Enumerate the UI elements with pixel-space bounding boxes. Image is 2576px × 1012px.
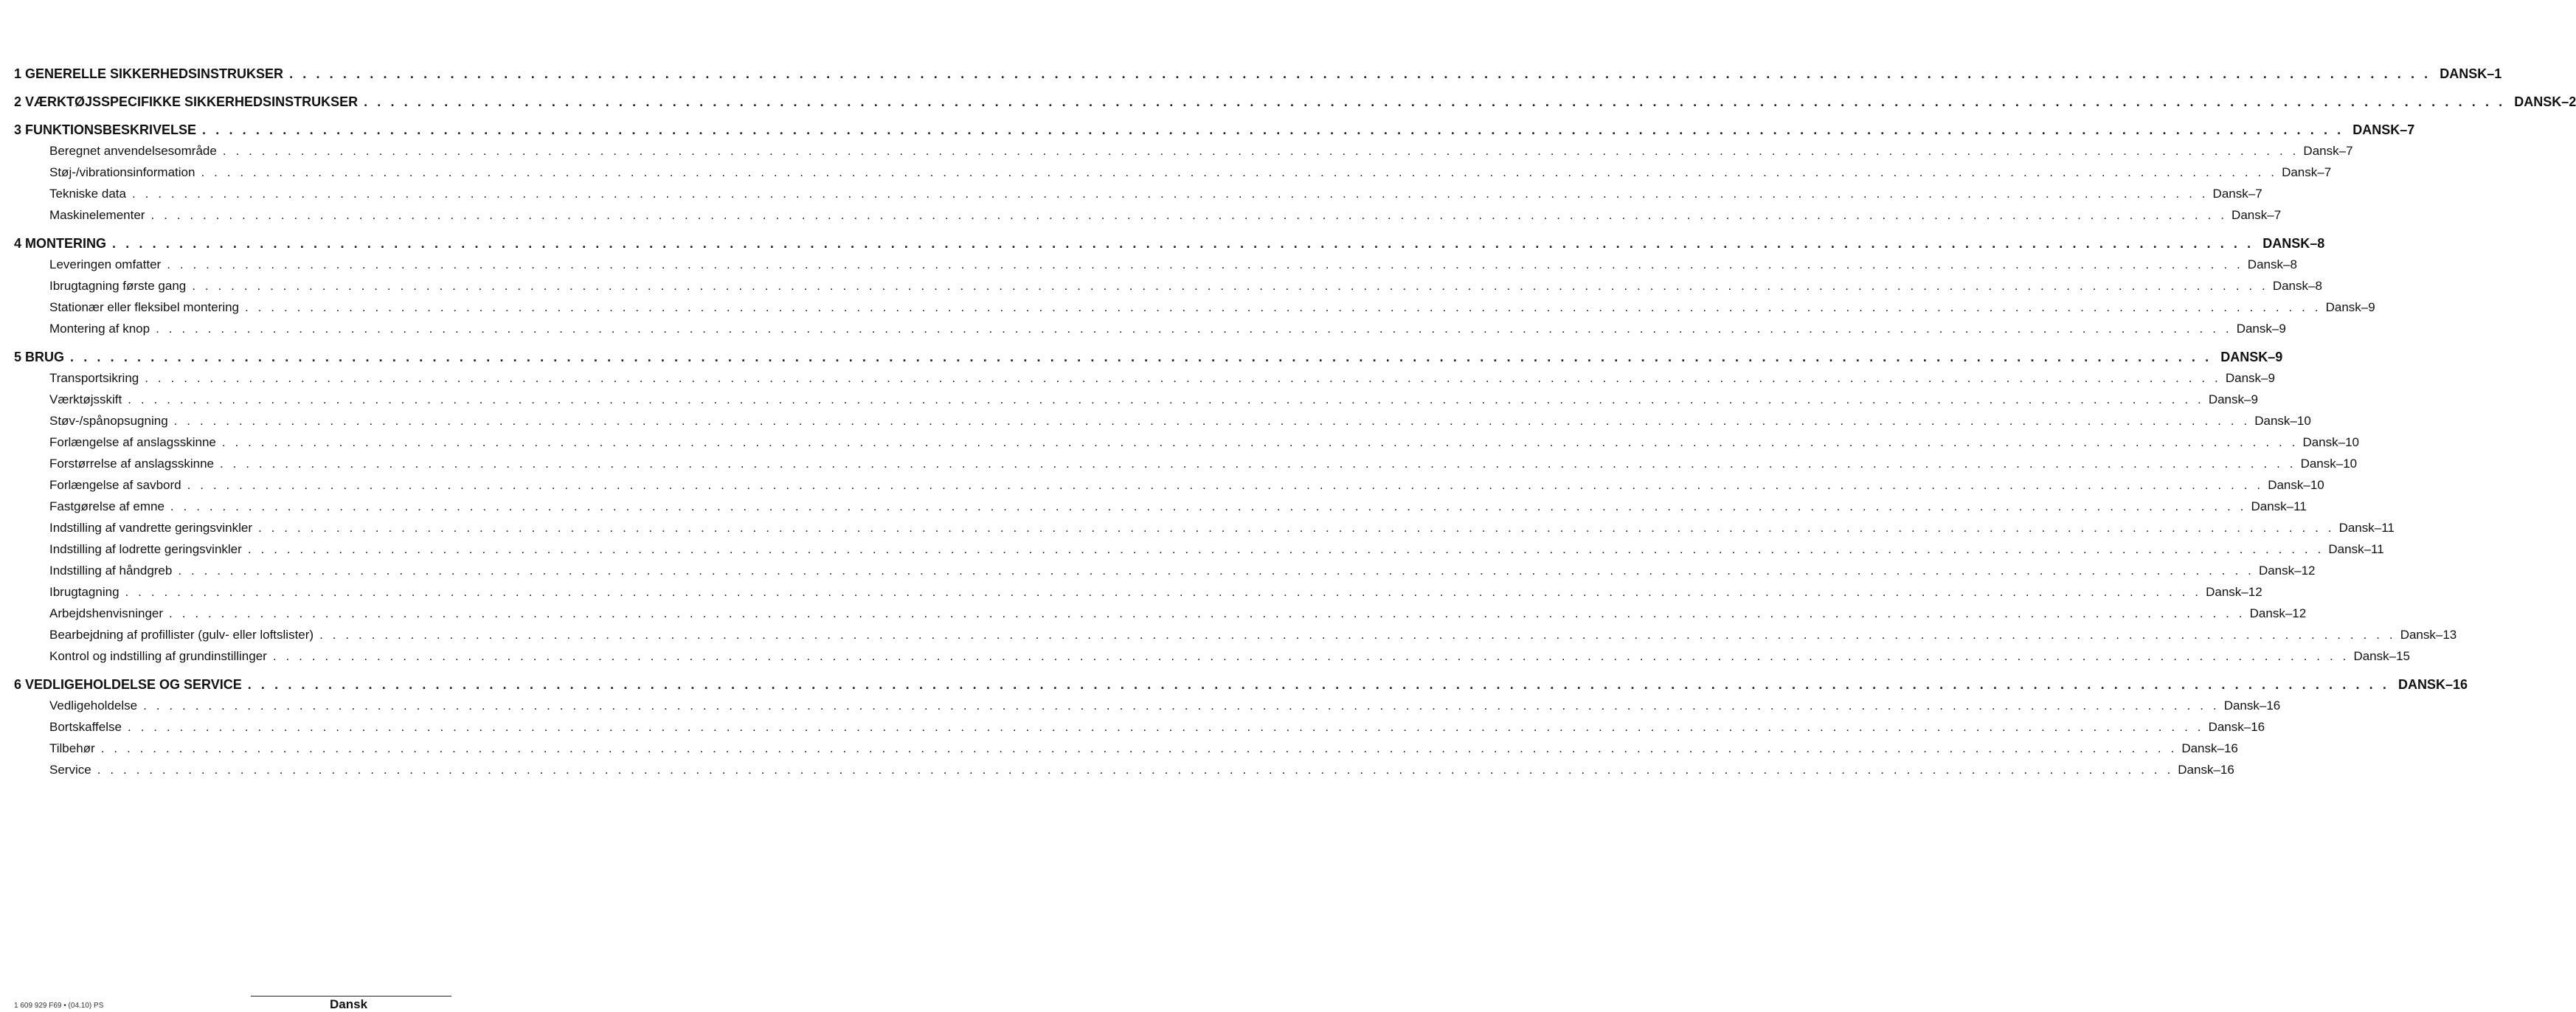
toc-entry-page: Dansk–16 (2181, 741, 2238, 755)
toc-entry-page: Dansk–11 (2338, 521, 2395, 535)
toc-entry-page: Dansk–10 (2302, 435, 2360, 449)
toc-chapter[interactable] (14, 233, 2325, 254)
toc-entry[interactable] (14, 432, 2360, 453)
toc-entry-title: Bortskaffelse (49, 720, 122, 734)
dot-leader: . . . . . . . . . . . . . . . . . . . . . . . . . . . . . . . . . . . . . . . . . . . . . . . . . . . . . . . . . . . . . . . . . . . . . . . . . . . . . . . . . . . . . . . . . . . . . . . . . . . . . . . . . . . . . . . . . . . . . . . . . . . . . . . . . . . . . . . . . . . . . . . . . . . . . . . . . . . . . . . . (125, 585, 2202, 599)
toc-entry-title: Montering af knop (49, 322, 150, 336)
toc-entry-page: Dansk–8 (2272, 279, 2322, 293)
footer-divider (251, 996, 451, 997)
toc-entry-page: Dansk–16 (2208, 720, 2265, 734)
toc-section (14, 347, 2457, 667)
dot-leader: . . . . . . . . . . . . . . . . . . . . . . . . . . . . . . . . . . . . . . . . . . . . . . . . . . . . . . . . . . . . . . . . . . . . . . . . . . . . . . . . . . . . . . . . . . . . . . . . . . . . . . . . . . . . . . . . . . . . . . . . . . . . . . . . . . . . . . . . . . . . . . . . . . . . . . . . . . . . . . . . (70, 350, 2212, 364)
toc-entry-page: Dansk–9 (2208, 392, 2258, 406)
toc-entry-page: Dansk–7 (2212, 187, 2262, 201)
toc-chapter-page: DANSK–7 (2352, 122, 2415, 137)
toc-entry[interactable] (14, 738, 2238, 759)
toc-entry[interactable] (14, 517, 2395, 538)
toc-entry-title: Vedligeholdelse (49, 699, 138, 713)
toc-entry-title: Stationær eller fleksibel montering (49, 300, 240, 314)
toc-chapter[interactable] (14, 674, 2468, 695)
toc-entry[interactable] (14, 603, 2307, 624)
toc-entry[interactable] (14, 389, 2258, 410)
toc-chapter-title: 6 VEDLIGEHOLDELSE OG SERVICE (14, 677, 242, 692)
toc-entry-page: Dansk–15 (2353, 649, 2410, 663)
toc-entry-title: Arbejdshenvisninger (49, 606, 164, 620)
toc-entry-title: Støj-/vibrationsinformation (49, 165, 195, 179)
toc-entry-page: Dansk–9 (2325, 300, 2375, 314)
toc-entry[interactable] (14, 162, 2332, 183)
toc-chapter-page: DANSK–1 (2440, 66, 2502, 81)
toc-entry-page: Dansk–16 (2223, 699, 2281, 713)
toc-entry-page: Dansk–12 (2206, 585, 2262, 599)
dot-leader: . . . . . . . . . . . . . . . . . . . . . . . . . . . . . . . . . . . . . . . . . . . . . . . . . . . . . . . . . . . . . . . . . . . . . . . . . . . . . . . . . . . . . . . . . . . . . . . . . . . . . . . . . . . . . . . . . . . . . . . . . . . . . . . . . . . . . . . . . . . . . . . . . . . . . . . . . . . . . . . . (192, 279, 2268, 293)
toc-entry-page: Dansk–13 (2400, 628, 2457, 642)
dot-leader: . . . . . . . . . . . . . . . . . . . . . . . . . . . . . . . . . . . . . . . . . . . . . . . . . . . . . . . . . . . . . . . . . . . . . . . . . . . . . . . . . . . . . . . . . . . . . . . . . . . . . . . . . . . . . . . . . . . . . . . . . . . . . . . . . . . . . . . . . . . . . . . . . . . . . . . . . . . . . . . . (202, 122, 2344, 137)
toc-entry[interactable] (14, 645, 2410, 667)
dot-leader: . . . . . . . . . . . . . . . . . . . . . . . . . . . . . . . . . . . . . . . . . . . . . . . . . . . . . . . . . . . . . . . . . . . . . . . . . . . . . . . . . . . . . . . . . . . . . . . . . . . . . . . . . . . . . . . . . . . . . . . . . . . . . . . . . . . . . . . . . . . . . . . . . . . . . . . . . . . . . . . . (167, 257, 2243, 271)
dot-leader: . . . . . . . . . . . . . . . . . . . . . . . . . . . . . . . . . . . . . . . . . . . . . . . . . . . . . . . . . . . . . . . . . . . . . . . . . . . . . . . . . . . . . . . . . . . . . . . . . . . . . . . . . . . . . . . . . . . . . . . . . . . . . . . . . . . . . . . . . . . . . . . . . . . . . . . . . . . . . . . . (319, 628, 2396, 642)
toc-entry[interactable] (14, 759, 2234, 780)
toc-entry-title: Forstørrelse af anslagsskinne (49, 457, 214, 471)
dot-leader: . . . . . . . . . . . . . . . . . . . . . . . . . . . . . . . . . . . . . . . . . . . . . . . . . . . . . . . . . . . . . . . . . . . . . . . . . . . . . . . . . . . . . . . . . . . . . . . . . . . . . . . . . . . . . . . . . . . . . . . . . . . . . . . . . . . . . . . . . . . . . . . . . . . . . . . . . . . . . . . . (201, 165, 2278, 179)
dot-leader: . . . . . . . . . . . . . . . . . . . . . . . . . . . . . . . . . . . . . . . . . . . . . . . . . . . . . . . . . . . . . . . . . . . . . . . . . . . . . . . . . . . . . . . . . . . . . . . . . . . . . . . . . . . . . . . . . . . . . . . . . . . . . . . . . . . . . . . . . . . . . . . . . . . . . . . . . . . . . . . . (187, 478, 2264, 492)
toc-entry-title: Beregnet anvendelsesområde (49, 144, 217, 158)
dot-leader: . . . . . . . . . . . . . . . . . . . . . . . . . . . . . . . . . . . . . . . . . . . . . . . . . . . . . . . . . . . . . . . . . . . . . . . . . . . . . . . . . . . . . . . . . . . . . . . . . . . . . . . . . . . . . . . . . . . . . . . . . . . . . . . . . . . . . . . . . . . . . . . . . . . . . . . . . . . . . . . . (100, 741, 2178, 755)
toc-entry[interactable] (14, 474, 2324, 496)
toc-entry-page: Dansk–10 (2300, 457, 2358, 471)
footer-language: Dansk (330, 997, 368, 1011)
toc-entry[interactable] (14, 624, 2457, 645)
toc-entry-page: Dansk–16 (2178, 763, 2234, 777)
toc-entry-title: Fastgørelse af emne (49, 499, 165, 513)
toc-entry-page: Dansk–10 (2268, 478, 2324, 492)
toc-entry-title: Maskinelementer (49, 208, 145, 222)
toc-entry-title: Indstilling af håndgreb (49, 564, 173, 578)
toc-entry-page: Dansk–7 (2232, 208, 2282, 222)
toc-section (14, 119, 2415, 226)
toc-entry[interactable] (14, 275, 2322, 297)
toc-entry[interactable] (14, 453, 2358, 474)
toc-chapter-title: 1 GENERELLE SIKKERHEDSINSTRUKSER (14, 66, 284, 81)
toc-entry-title: Leveringen omfatter (49, 257, 162, 271)
toc-entry-title: Værktøjsskift (49, 392, 122, 406)
dot-leader: . . . . . . . . . . . . . . . . . . . . . . . . . . . . . . . . . . . . . . . . . . . . . . . . . . . . . . . . . . . . . . . . . . . . . . . . . . . . . . . . . . . . . . . . . . . . . . . . . . . . . . . . . . . . . . . . . . . . . . . . . . . . . . . . . . . . . . . . . . . . . . . . . . . . . . . . . . . . . . . . (170, 499, 2247, 513)
toc-section (14, 674, 2468, 780)
toc-entry-page: Dansk–11 (2251, 499, 2307, 513)
toc-entry[interactable] (14, 496, 2307, 517)
toc-entry-title: Støv-/spånopsugning (49, 414, 168, 428)
dot-leader: . . . . . . . . . . . . . . . . . . . . . . . . . . . . . . . . . . . . . . . . . . . . . . . . . . . . . . . . . . . . . . . . . . . . . . . . . . . . . . . . . . . . . . . . . . . . . . . . . . . . . . . . . . . . . . . . . . . . . . . . . . . . . . . . . . . . . . . . . . . . . . . . . . . . . . . . . . . . . . . . (245, 300, 2321, 314)
toc-chapter-title: 5 BRUG (14, 350, 65, 364)
toc-chapter-title: 2 VÆRKTØJSSPECIFIKKE SIKKERHEDSINSTRUKSER (14, 94, 359, 109)
toc-entry-page: Dansk–9 (2225, 371, 2275, 385)
toc-chapter-title: 3 FUNKTIONSBESKRIVELSE (14, 122, 197, 137)
dot-leader: . . . . . . . . . . . . . . . . . . . . . . . . . . . . . . . . . . . . . . . . . . . . . . . . . . . . . . . . . . . . . . . . . . . . . . . . . . . . . . . . . . . . . . . . . . . . . . . . . . . . . . . . . . . . . . . . . . . . . . . . . . . . . . . . . . . . . . . . . . . . . . . . . . . . . . . . . . . . . . . . (257, 521, 2335, 535)
toc-entry-title: Ibrugtagning (49, 585, 120, 599)
toc-entry[interactable] (14, 560, 2316, 581)
toc-entry-title: Indstilling af lodrette geringsvinkler (49, 542, 242, 556)
dot-leader: . . . . . . . . . . . . . . . . . . . . . . . . . . . . . . . . . . . . . . . . . . . . . . . . . . . . . . . . . . . . . . . . . . . . . . . . . . . . . . . . . . . . . . . . . . . . . . . . . . . . . . . . . . . . . . . . . . . . . . . . . . . . . . . . . . . . . . . . . . . . . . . . . . . . . . . . . . . . . . . . (169, 606, 2246, 620)
dot-leader: . . . . . . . . . . . . . . . . . . . . . . . . . . . . . . . . . . . . . . . . . . . . . . . . . . . . . . . . . . . . . . . . . . . . . . . . . . . . . . . . . . . . . . . . . . . . . . . . . . . . . . . . . . . . . . . . . . . . . . . . . . . . . . . . . . . . . . . . . . . . . . . . . . . . . . . . . . . . . . . . (178, 564, 2254, 578)
toc-entry-page: Dansk–9 (2236, 322, 2286, 336)
dot-leader: . . . . . . . . . . . . . . . . . . . . . . . . . . . . . . . . . . . . . . . . . . . . . . . . . . . . . . . . . . . . . . . . . . . . . . . . . . . . . . . . . . . . . . . . . . . . . . . . . . . . . . . . . . . . . . . . . . . . . . . . . . . . . . . . . . . . . . . . . . . . . . . . . . . . . . . . . . . . . . . . (221, 435, 2299, 449)
toc-chapter-page: DANSK–8 (2262, 236, 2325, 251)
dot-leader: . . . . . . . . . . . . . . . . . . . . . . . . . . . . . . . . . . . . . . . . . . . . . . . . . . . . . . . . . . . . . . . . . . . . . . . . . . . . . . . . . . . . . . . . . . . . . . . . . . . . . . . . . . . . . . . . . . . . . . . . . . . . . . . . . . . . . . . . . . . . . . . . . . . . . . . . . . . . . . . . (247, 542, 2324, 556)
toc-entry[interactable] (14, 410, 2311, 432)
table-of-contents (14, 63, 2576, 788)
toc-entry-title: Kontrol og indstilling af grundinstillinger (49, 649, 267, 663)
toc-entry[interactable] (14, 318, 2286, 339)
dot-leader: . . . . . . . . . . . . . . . . . . . . . . . . . . . . . . . . . . . . . . . . . . . . . . . . . . . . . . . . . . . . . . . . . . . . . . . . . . . . . . . . . . . . . . . . . . . . . . . . . . . . . . . . . . . . . . . . . . . . . . . . . . . . . . . . . . . . . . . . . . . . . . . . . . . . . . . . . . . . . . . . (156, 322, 2232, 336)
dot-leader: . . . . . . . . . . . . . . . . . . . . . . . . . . . . . . . . . . . . . . . . . . . . . . . . . . . . . . . . . . . . . . . . . . . . . . . . . . . . . . . . . . . . . . . . . . . . . . . . . . . . . . . . . . . . . . . . . . . . . . . . . . . . . . . . . . . . . . . . . . . . . . . . . . . . . . . . . . . . . . . . (364, 94, 2506, 109)
toc-entry-title: Indstilling af vandrette geringsvinkler (49, 521, 252, 535)
dot-leader: . . . . . . . . . . . . . . . . . . . . . . . . . . . . . . . . . . . . . . . . . . . . . . . . . . . . . . . . . . . . . . . . . . . . . . . . . . . . . . . . . . . . . . . . . . . . . . . . . . . . . . . . . . . . . . . . . . . . . . . . . . . . . . . . . . . . . . . . . . . . . . . . . . . . . . . . . . . . . . . . (127, 720, 2204, 734)
toc-chapter-title: 4 MONTERING (14, 236, 107, 251)
toc-entry[interactable] (14, 695, 2281, 716)
dot-leader: . . . . . . . . . . . . . . . . . . . . . . . . . . . . . . . . . . . . . . . . . . . . . . . . . . . . . . . . . . . . . . . . . . . . . . . . . . . . . . . . . . . . . . . . . . . . . . . . . . . . . . . . . . . . . . . . . . . . . . . . . . . . . . . . . . . . . . . . . . . . . . . . . . . . . . . . . . . . . . . . (145, 371, 2221, 385)
toc-entry-page: Dansk–12 (2258, 564, 2316, 578)
toc-chapter[interactable] (14, 347, 2283, 367)
toc-entry[interactable] (14, 140, 2353, 162)
toc-chapter[interactable] (14, 119, 2415, 140)
toc-entry-page: Dansk–10 (2254, 414, 2311, 428)
toc-entry-title: Transportsikring (49, 371, 139, 385)
dot-leader: . . . . . . . . . . . . . . . . . . . . . . . . . . . . . . . . . . . . . . . . . . . . . . . . . . . . . . . . . . . . . . . . . . . . . . . . . . . . . . . . . . . . . . . . . . . . . . . . . . . . . . . . . . . . . . . . . . . . . . . . . . . . . . . . . . . . . . . . . . . . . . . . . . . . . . . . . . . . . . . . (128, 392, 2204, 406)
toc-chapter-page: DANSK–16 (2397, 677, 2468, 692)
toc-entry[interactable] (14, 297, 2375, 318)
toc-entry-title: Bearbejdning af profillister (gulv- eller loftslister) (49, 628, 314, 642)
toc-entry-page: Dansk–12 (2249, 606, 2307, 620)
toc-entry-page: Dansk–7 (2303, 144, 2353, 158)
dot-leader: . . . . . . . . . . . . . . . . . . . . . . . . . . . . . . . . . . . . . . . . . . . . . . . . . . . . . . . . . . . . . . . . . . . . . . . . . . . . . . . . . . . . . . . . . . . . . . . . . . . . . . . . . . . . . . . . . . . . . . . . . . . . . . . . . . . . . . . . . . . . . . . . . . . . . . . . . . . . . . . . (219, 457, 2296, 471)
toc-chapter-page: DANSK–9 (2220, 350, 2283, 364)
toc-entry-title: Service (49, 763, 91, 777)
dot-leader: . . . . . . . . . . . . . . . . . . . . . . . . . . . . . . . . . . . . . . . . . . . . . . . . . . . . . . . . . . . . . . . . . . . . . . . . . . . . . . . . . . . . . . . . . . . . . . . . . . . . . . . . . . . . . . . . . . . . . . . . . . . . . . . . . . . . . . . . . . . . . . . . . . . . . . . . . . . . . . . . (150, 208, 2228, 222)
dot-leader: . . . . . . . . . . . . . . . . . . . . . . . . . . . . . . . . . . . . . . . . . . . . . . . . . . . . . . . . . . . . . . . . . . . . . . . . . . . . . . . . . . . . . . . . . . . . . . . . . . . . . . . . . . . . . . . . . . . . . . . . . . . . . . . . . . . . . . . . . . . . . . . . . . . . . . . . . . . . . . . . (97, 763, 2174, 777)
toc-chapter[interactable] (14, 63, 2502, 84)
toc-chapter-page: DANSK–2 (2514, 94, 2576, 109)
toc-chapter[interactable] (14, 91, 2576, 112)
toc-entry-title: Ibrugtagning første gang (49, 279, 187, 293)
toc-entry-page: Dansk–8 (2247, 257, 2297, 271)
dot-leader: . . . . . . . . . . . . . . . . . . . . . . . . . . . . . . . . . . . . . . . . . . . . . . . . . . . . . . . . . . . . . . . . . . . . . . . . . . . . . . . . . . . . . . . . . . . . . . . . . . . . . . . . . . . . . . . . . . . . . . . . . . . . . . . . . . . . . . . . . . . . . . . . . . . . . . . . . . . . . . . . (289, 66, 2431, 81)
toc-entry[interactable] (14, 254, 2297, 275)
toc-entry-title: Tilbehør (49, 741, 95, 755)
toc-entry-title: Forlængelse af savbord (49, 478, 181, 492)
toc-entry[interactable] (14, 204, 2282, 226)
toc-entry[interactable] (14, 581, 2262, 603)
toc-entry[interactable] (14, 367, 2275, 389)
dot-leader: . . . . . . . . . . . . . . . . . . . . . . . . . . . . . . . . . . . . . . . . . . . . . . . . . . . . . . . . . . . . . . . . . . . . . . . . . . . . . . . . . . . . . . . . . . . . . . . . . . . . . . . . . . . . . . . . . . . . . . . . . . . . . . . . . . . . . . . . . . . . . . . . . . . . . . . . . . . . . . . . (173, 414, 2251, 428)
toc-entry-title: Forlængelse af anslagsskinne (49, 435, 216, 449)
toc-section (14, 63, 2502, 84)
dot-leader: . . . . . . . . . . . . . . . . . . . . . . . . . . . . . . . . . . . . . . . . . . . . . . . . . . . . . . . . . . . . . . . . . . . . . . . . . . . . . . . . . . . . . . . . . . . . . . . . . . . . . . . . . . . . . . . . . . . . . . . . . . . . . . . . . . . . . . . . . . . . . . . . . . . . . . . . . . . . . . . . (222, 144, 2299, 158)
dot-leader: . . . . . . . . . . . . . . . . . . . . . . . . . . . . . . . . . . . . . . . . . . . . . . . . . . . . . . . . . . . . . . . . . . . . . . . . . . . . . . . . . . . . . . . . . . . . . . . . . . . . . . . . . . . . . . . . . . . . . . . . . . . . . . . . . . . . . . . . . . . . . . . . . . . . . . . . . . . . . . . . (143, 699, 2220, 713)
dot-leader: . . . . . . . . . . . . . . . . . . . . . . . . . . . . . . . . . . . . . . . . . . . . . . . . . . . . . . . . . . . . . . . . . . . . . . . . . . . . . . . . . . . . . . . . . . . . . . . . . . . . . . . . . . . . . . . . . . . . . . . . . . . . . . . . . . . . . . . . . . . . . . . . . . . . . . . . . . . . . . . . (131, 187, 2209, 201)
toc-section (14, 91, 2576, 112)
document-code: 1 609 929 F69 • (04.10) PS (14, 1002, 104, 1010)
toc-entry[interactable] (14, 716, 2265, 738)
toc-entry-title: Tekniske data (49, 187, 126, 201)
toc-entry[interactable] (14, 183, 2262, 204)
toc-section (14, 233, 2375, 339)
dot-leader: . . . . . . . . . . . . . . . . . . . . . . . . . . . . . . . . . . . . . . . . . . . . . . . . . . . . . . . . . . . . . . . . . . . . . . . . . . . . . . . . . . . . . . . . . . . . . . . . . . . . . . . . . . . . . . . . . . . . . . . . . . . . . . . . . . . . . . . . . . . . . . . . . . . . . . . . . . . . . . . . (112, 236, 2254, 251)
toc-entry-page: Dansk–11 (2328, 542, 2384, 556)
dot-leader: . . . . . . . . . . . . . . . . . . . . . . . . . . . . . . . . . . . . . . . . . . . . . . . . . . . . . . . . . . . . . . . . . . . . . . . . . . . . . . . . . . . . . . . . . . . . . . . . . . . . . . . . . . . . . . . . . . . . . . . . . . . . . . . . . . . . . . . . . . . . . . . . . . . . . . . . . . . . . . . . (272, 649, 2350, 663)
dot-leader: . . . . . . . . . . . . . . . . . . . . . . . . . . . . . . . . . . . . . . . . . . . . . . . . . . . . . . . . . . . . . . . . . . . . . . . . . . . . . . . . . . . . . . . . . . . . . . . . . . . . . . . . . . . . . . . . . . . . . . . . . . . . . . . . . . . . . . . . . . . . . . . . . . . . . . . . . . . . . . . . (247, 677, 2389, 692)
toc-entry-page: Dansk–7 (2282, 165, 2332, 179)
toc-entry[interactable] (14, 538, 2384, 560)
